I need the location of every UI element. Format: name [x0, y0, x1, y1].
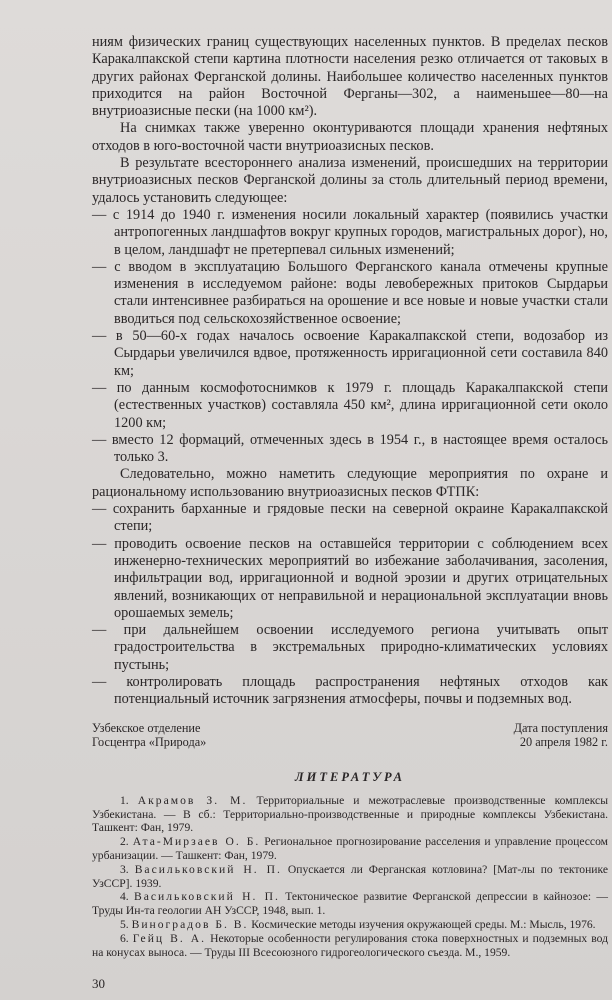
ref-number: 6. [120, 931, 129, 945]
ref-author: Гейц В. А. [132, 931, 207, 945]
literature-heading: ЛИТЕРАТУРА [295, 769, 405, 784]
reference-item [92, 794, 608, 835]
ref-author: Ата-Мирзаев О. Б. [132, 835, 261, 849]
list-item: — сохранить барханные и грядовые пески на северной окраине Каракалпакской степи; [92, 501, 608, 535]
ref-number: 1. [120, 793, 129, 807]
ref-author: Акрамов З. М. [137, 793, 248, 807]
reference-item [92, 932, 608, 960]
ref-number: 4. [120, 890, 129, 904]
list-item: — контролировать площадь распространения нефтяных отходов как потенциальный источник загрязнения атмосферы, почвы и подземных вод. [92, 673, 608, 708]
ref-number: 3. [120, 862, 129, 876]
ref-text: Космические методы изучения окружающей среды. М.: Мысль, 1976. [248, 918, 596, 932]
reference-item [92, 890, 608, 918]
ref-text: Территориальные и межотраслевые производственные комплексы Узбекистана. — В сб.: Территориально-производственные и природные комплексы Узбекистана. Ташкент: Фан, 1979. [92, 793, 608, 835]
list-item: — в 50—60-х годах началось освоение Каракалпакской степи, водозабор из Сырдарьи увеличился вдвое, протяженность ирригационной сети составила 840 км; [92, 328, 608, 379]
ref-author: Васильковский Н. П. [134, 890, 280, 904]
received-date [514, 721, 608, 749]
list-item: — при дальнейшем освоении исследуемого региона учитывать опыт градостроительства в экстремальных природно-климатических условиях пустынь; [92, 622, 608, 673]
reference-list [92, 794, 608, 960]
list-item: — с 1914 до 1940 г. изменения носили локальный характер (появились участки антропогенных ландшафтов вокруг крупных городов, магистральных дорог), но, в целом, ландшафт не претерпевал сильных изменений; [92, 206, 608, 258]
list-item: — с вводом в эксплуатацию Большого Ферганского канала отмечены крупные изменения в исследуемом районе: воды левобережных притоков Сырдарьи стали интенсивнее разбираться на орошение и все новые и новые участки стали вводиться под сельскохозяйственное освоение; [92, 258, 608, 327]
date-label: Дата поступления [513, 720, 608, 735]
ref-author: Виноградов Б. В. [131, 918, 249, 932]
organization [92, 721, 206, 749]
ref-number: 5. [120, 918, 129, 932]
organization-line: Госцентра «Природа» [92, 734, 207, 749]
ref-number: 2. [120, 835, 129, 849]
ref-text: Опускается ли Ферганская котловина? [Мат-лы по тектонике УзССР]. 1939. [92, 862, 609, 890]
ref-text: Некоторые особенности регулирования стока поверхностных и подземных вод на конусах выноса. — Труды III Всесоюзного гидрогеологического съезда. М., 1959. [92, 931, 608, 959]
list-item: — вместо 12 формаций, отмеченных здесь в 1954 г., в настоящее время осталось только 3. [92, 431, 608, 466]
body-paragraph: Следовательно, можно наметить следующие мероприятия по охране и рациональному использованию внутриоазисных песков ФТПК: [92, 466, 608, 500]
page-number: 30 [92, 976, 105, 991]
list-item: — по данным космофотоснимков к 1979 г. площадь Каракалпакской степи (естественных участков) составляла 450 км², длина ирригационной сети около 1200 км; [92, 379, 608, 431]
reference-item [92, 835, 608, 863]
ref-text: Тектоническое развитие Ферганской депрессии в кайнозое: — Труды Ин-та геологии АН УзССР, 1948, вып. 1. [92, 890, 609, 918]
text-column [92, 34, 608, 959]
body-paragraph: В результате всестороннего анализа изменений, происшедших на территории внутриоазисных песков Ферганской долины за столь длительный период времени, удалось установить следующее: [92, 155, 608, 206]
affiliation-block [92, 721, 608, 749]
reference-item [92, 863, 608, 891]
body-paragraph: ниям физических границ существующих населенных пунктов. В пределах песков Каракалпакской степи картина плотности населения резко отличается от таковых в других районах Ферганской долины. Наибольшее количество населенных пунктов приходится на район Восточной Ферганы—302, а наименьшее—80—на внутриоазисные пески (на 1000 км²). [92, 34, 608, 120]
body-paragraph: На снимках также уверенно оконтуриваются площади хранения нефтяных отходов в юго-восточной части внутриоазисных песков. [92, 120, 608, 154]
organization-line: Узбекское отделение [92, 720, 201, 735]
list-item: — проводить освоение песков на оставшейся территории с соблюдением всех инженерно-технических мероприятий во избежание заболачивания, засоления, инфильтрации вод, ирригационной и водной эрозии и других отрицательных явлений, возникающих от неправильной и нерациональной эксплуатации вновь орошаемых земель; [92, 535, 608, 621]
date-value: 20 апреля 1982 г. [519, 734, 608, 749]
reference-item [92, 918, 608, 932]
ref-author: Васильковский Н. П. [134, 862, 282, 876]
ref-text: Региональное прогнозирование расселения и управление процессом урбанизации. — Ташкент: Фан, 1979. [92, 835, 608, 863]
